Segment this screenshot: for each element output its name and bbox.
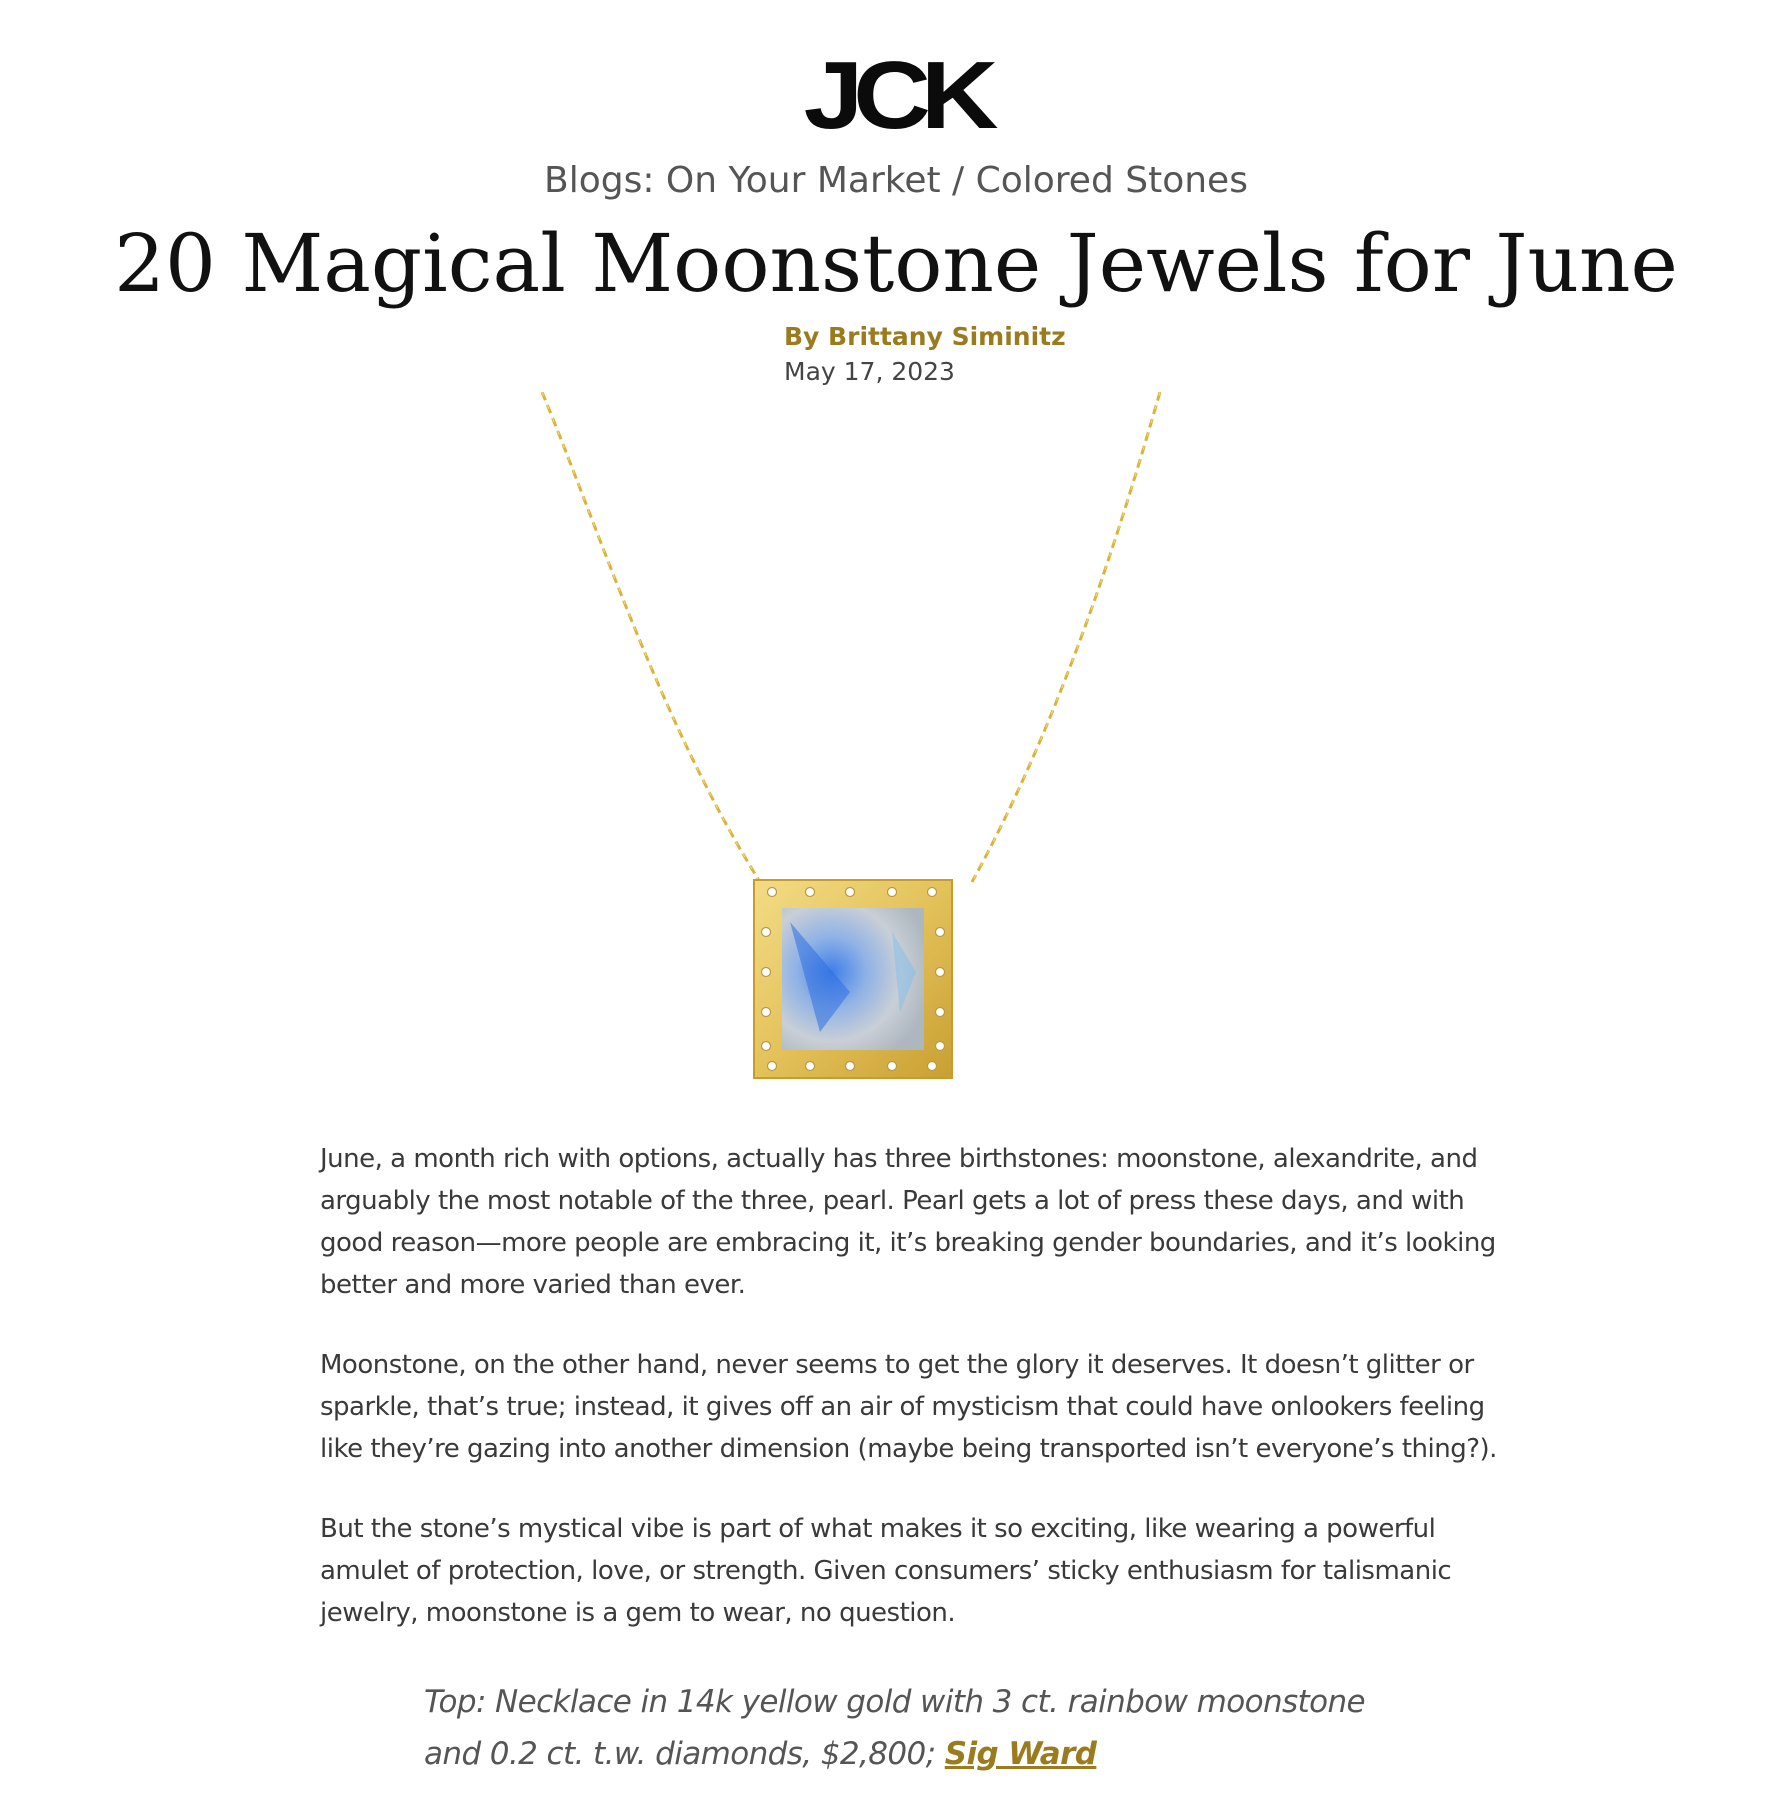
image-caption bbox=[424, 1676, 1414, 1780]
article-title: 20 Magical Moonstone Jewels for June bbox=[114, 217, 1678, 310]
chain-right bbox=[972, 392, 1160, 882]
caption-text: Top: Necklace in 14k yellow gold with 3 ct. rainbow moonstone and 0.2 ct. t.w. diamonds, $2,800; bbox=[424, 1684, 1365, 1772]
breadcrumb-separator: / bbox=[940, 160, 976, 201]
jck-logo[interactable]: JCK bbox=[803, 42, 989, 149]
article-body bbox=[320, 1138, 1500, 1672]
author-link[interactable]: By Brittany Siminitz bbox=[784, 322, 1066, 351]
necklace-image bbox=[520, 392, 1200, 1092]
paragraph: But the stone’s mystical vibe is part of what makes it so exciting, like wearing a powerful amulet of protection, love, or strength. Given consumers’ sticky enthusiasm for talismanic jewelry, moonstone is a gem to wear, no question. bbox=[320, 1514, 1452, 1628]
breadcrumb-category-link[interactable]: Colored Stones bbox=[975, 160, 1248, 201]
breadcrumb-section-link[interactable]: Blogs: On Your Market bbox=[544, 160, 941, 201]
sig-ward-link[interactable]: Sig Ward bbox=[944, 1736, 1097, 1772]
chain-left bbox=[542, 392, 760, 882]
paragraph: June, a month rich with options, actually has three birthstones: moonstone, alexandrite, and arguably the most notable of the three, pearl. Pearl gets a lot of press these days, and with good reason—more people are embracing it, it’s breaking gender boundaries, and it’s looking better and more varied than ever. bbox=[320, 1144, 1496, 1300]
breadcrumb bbox=[0, 158, 1792, 204]
paragraph: Moonstone, on the other hand, never seems to get the glory it deserves. It doesn’t glitter or sparkle, that’s true; instead, it gives off an air of mysticism that could have onlookers feeling like they’re gazing into another dimension (maybe being transported isn’t everyone’s thing?). bbox=[320, 1350, 1497, 1464]
publish-date: May 17, 2023 bbox=[784, 357, 955, 386]
